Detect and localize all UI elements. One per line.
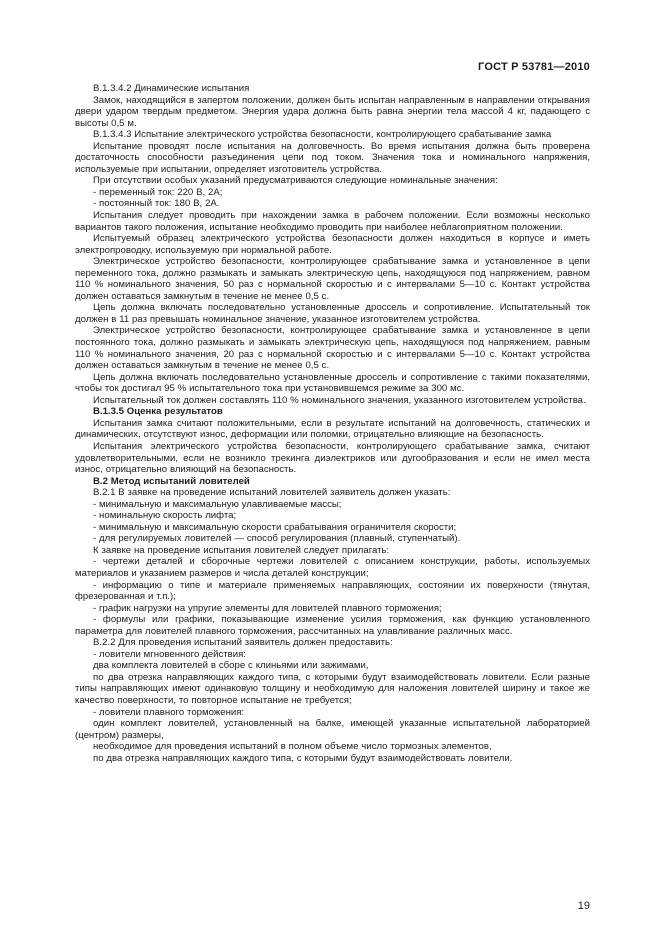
paragraph: Электрическое устройство безопасности, контролирующее срабатывание замка и установленное в цепи постоянного тока, должно размыкать и замыкать электрическую цепь, находящуюся под напряжением, равным 110 % номинального значения, 20 раз с нормальной скоростью и с интервалами 5—10 с. Контакт устройства должен оставаться замкнутым в течение не менее 0,5 с. <box>75 325 590 372</box>
paragraph: В.1.3.4.2 Динамические испытания <box>93 83 250 94</box>
paragraph: - чертежи деталей и сборочные чертежи ловителей с описанием конструкции, работы, используемых материалов и указанием размеров и числа деталей конструкции; <box>75 556 590 579</box>
document-body <box>75 83 590 764</box>
paragraph: - минимальную и максимальную скорости срабатывания ограничителя скорости; <box>93 521 457 533</box>
paragraph: - формулы или графики, показывающие изменение усилия торможения, как функцию установленного параметра для ловителей плавного торможения, рассчитанных на улавливание различных масс. <box>75 614 590 637</box>
paragraph: - переменный ток: 220 В, 2А; <box>93 186 223 198</box>
paragraph: Цепь должна включать последовательно установленные дроссель и сопротивление с такими показателями, чтобы ток достигал 95 % испытательного тока при установившемся режиме за 300 мс. <box>75 371 590 395</box>
paragraph: В.2.2 Для проведения испытаний заявитель должен предоставить: <box>93 637 393 649</box>
document-header-number: ГОСТ Р 53781—2010 <box>478 61 590 73</box>
paragraph: - ловители мгновенного действия: <box>93 648 246 660</box>
paragraph: Испытания следует проводить при нахождении замка в рабочем положении. Если возможны несколько вариантов такого положения, испытание необходимо проводить при наиболее неблагоприятном положении. <box>75 210 590 233</box>
paragraph: - информацию о типе и материале применяемых направляющих, состоянии их поверхности (тянутая, фрезерованная и т.п.); <box>75 579 590 603</box>
paragraph: Испытания замка считают положительными, если в результате испытаний на долговечность, статических и динамических, отсутствуют износ, деформации или поломки, отрицательно влияющие на безопасность. <box>75 417 590 441</box>
paragraph: - минимальную и максимальную улавливаемые массы; <box>93 498 342 510</box>
page-number: 19 <box>577 900 590 912</box>
paragraph: К заявке на проведение испытания ловителей следует прилагать: <box>93 544 390 556</box>
paragraph: необходимое для проведения испытаний в полном объеме число тормозных элементов, <box>93 741 492 753</box>
paragraph: по два отрезка направляющих каждого типа, с которыми будут взаимодействовать ловители. Если разные типы направляющих имеют одинаковую толщину и необходимую для наложения ловителей ширину и такое же качество поверхности, то повторное испытание не требуется; <box>75 671 590 706</box>
section-heading: В.1.3.5 Оценка результатов <box>93 406 223 418</box>
paragraph: В.2.1 В заявке на проведение испытаний ловителей заявитель должен указать: <box>93 487 451 499</box>
paragraph: Испытания электрического устройства безопасности, контролирующего срабатывание замка, считают удовлетворительными, если не возникло трекинга диэлектриков или дугообразования и если не имел места износ, отрицательно влияющий на безопасность. <box>75 440 590 476</box>
paragraph: Испытательный ток должен составлять 110 % номинального значения, указанного изготовителем устройства. <box>93 394 586 406</box>
section-heading: В.2 Метод испытаний ловителей <box>93 475 250 487</box>
paragraph: В.1.3.4.3 Испытание электрического устройства безопасности, контролирующего срабатывание замка <box>93 129 552 141</box>
paragraph: При отсутствии особых указаний предусматриваются следующие номинальные значения: <box>93 175 498 187</box>
paragraph: по два отрезка направляющих каждого типа, с которыми будут взаимодействовать ловители. <box>93 752 513 764</box>
paragraph: Цепь должна включать последовательно установленные дроссель и сопротивление. Испытательный ток должен в 11 раз превышать номинальное значение, указанное изготовителем устройства. <box>75 302 590 325</box>
paragraph: Замок, находящийся в запертом положении, должен быть испытан направленным в направлении открывания двери ударом твердым предметом. Энергия удара должна быть равна энергии тела массой 4 кг, падающего с высоты 0,5 м. <box>75 94 590 129</box>
paragraph: - постоянный ток: 180 В, 2А. <box>93 198 220 210</box>
paragraph: - ловители плавного торможения: <box>93 706 245 718</box>
paragraph: - номинальную скорость лифта; <box>93 510 237 522</box>
paragraph: Испытуемый образец электрического устройства безопасности должен находиться в корпусе и иметь электропроводку, используемую при нормальной работе. <box>75 233 590 256</box>
paragraph: два комплекта ловителей в сборе с клиньями или зажимами, <box>93 660 369 672</box>
paragraph: Испытание проводят после испытания на долговечность. Во время испытания должна быть проверена достаточность способности разъединения цепи под током. Значения тока и номинального напряжения, используемые при испытании, определяет изготовитель устройства. <box>75 140 590 175</box>
paragraph: один комплект ловителей, установленный на балке, имеющей указанные испытательной лабораторией (центром) размеры, <box>75 718 590 741</box>
paragraph: Электрическое устройство безопасности, контролирующее срабатывание замка и установленное в цепи переменного тока, должно размыкать и замыкать электрическую цепь, находящуюся под напряжением, равном 110 % номинального значения, 50 раз с нормальной скоростью и с интервалами 5—10 с. Контакт устройства должен оставаться замкнутым в течение не менее 0,5 с. <box>75 256 590 302</box>
paragraph: - для регулируемых ловителей — способ регулирования (плавный, ступенчатый). <box>93 533 461 545</box>
paragraph: - график нагрузки на упругие элементы для ловителей плавного торможения; <box>93 602 442 614</box>
